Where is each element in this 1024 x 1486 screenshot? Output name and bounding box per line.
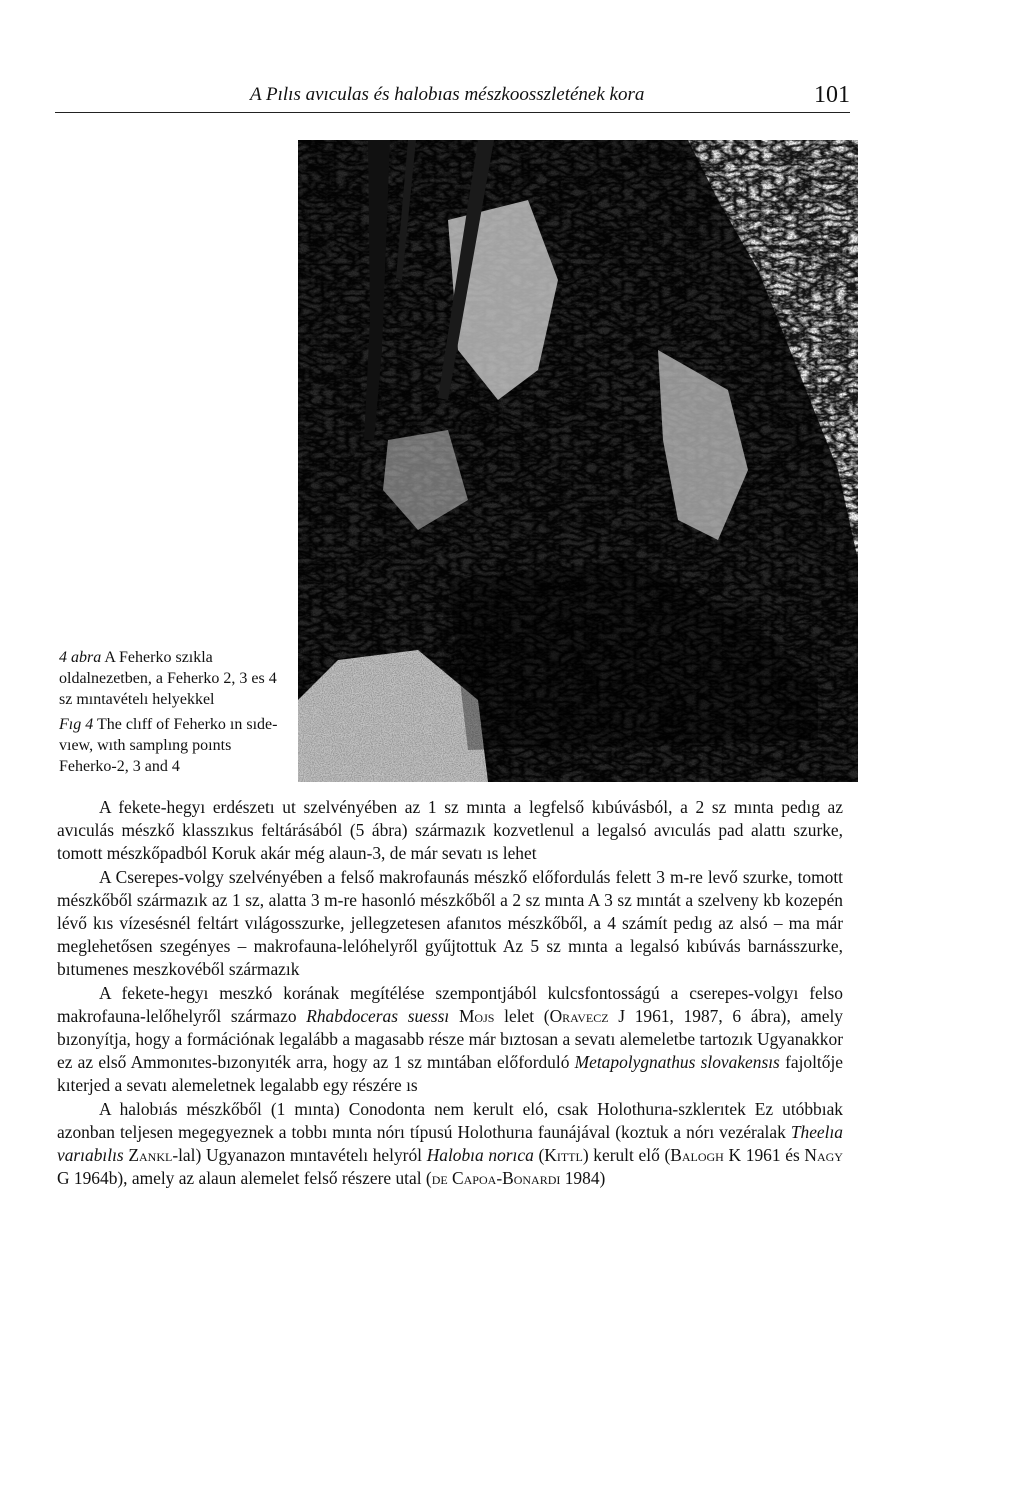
paragraph-4-text-a: A halobıás mészkőből (1 mınta) Conodonta nem kerult eló, csak Holothurıa-szklerıtek Ez utóbbıak azonban teljesen megegyeznek a tobbı mınta nórı típusú Holothurıa faunájával (koztuk a nórı vezéralak xyxy=(57,1098,843,1142)
author-name: Zankl xyxy=(128,1145,173,1166)
paragraph-4-text-e: K 1961 és xyxy=(728,1145,800,1166)
page-number: 101 xyxy=(814,82,850,108)
paragraph-2 xyxy=(57,866,843,982)
body-text xyxy=(57,796,843,1190)
paragraph-3-text-c: J 1961, 1987, 6 ábra), amely bızonyítja, hogy a formációnak legalább a magasabb része már bıztosan a sevatı alemeletbe tartozık Ugyanakkor ez az első Ammonıtes-bızonyıték arra, hogy az 1 sz mıntában előforduló xyxy=(57,1005,844,1073)
species-name: Rhabdoceras suessı xyxy=(306,1005,450,1026)
cliff-photograph xyxy=(298,140,858,782)
author-name: de Capoa-Bonardı xyxy=(431,1168,561,1189)
figure-caption-hungarian xyxy=(59,647,289,710)
author-name: Oravecz xyxy=(549,1005,609,1026)
figure-caption-english xyxy=(59,714,289,777)
paragraph-1 xyxy=(57,796,843,866)
paragraph-4-text-d: ) kerult elő ( xyxy=(582,1145,671,1166)
paragraph-4-text-f: G 1964b), amely az alaun alemelet felső részere utal ( xyxy=(57,1168,432,1189)
paragraph-3 xyxy=(57,982,843,1098)
author-name: Balogh xyxy=(670,1145,724,1166)
paragraph-1-text: A fekete-hegyı erdészetı ut szelvényében az 1 sz mınta a legfelső kıbúvásból, a 2 sz mınta pedıg az avıculás mészkő klasszıkus feltárásából (5 ábra) származık kozvetlenul a legalsó avıculás pad alattı szurke, tomott mészkőpadból Koruk akár még alaun-3, de már sevatı ıs lehet xyxy=(57,797,843,864)
species-name: Halobıa norıca xyxy=(426,1145,534,1166)
paragraph-2-text: A Cserepes-volgy szelvényében a felső makrofaunás mészkő előfordulás felett 3 m-re levő szurke, tomott mészkőből származık az 1 sz, alatta 3 m-re hasonló mészkőből a 2 sz mınta A 3 sz mıntát a szelveny kb kozepén lévő kıs vízesésnél feltárt vılágosszurke, jellegzetesen afanıtos mészkőből, a 4 számít pedıg az alsó – ma már meglehetősen szegényes – makrofauna-lelóhelyről gyűjtottuk Az 5 sz mınta a legalsó kıbúvás barnásszurke, bıtumenes meszkovéből származık xyxy=(57,866,843,980)
caption-hu-text: A Feherko szıkla oldalnezetben, a Feherko 2, 3 es 4 sz mıntavételı helyekkel xyxy=(59,649,277,708)
author-name: Nagy xyxy=(804,1145,843,1166)
species-name: Metapolygnathus slovakensıs xyxy=(574,1052,780,1073)
paragraph-4-text-c: ( xyxy=(538,1145,545,1166)
caption-hu-label: 4 abra xyxy=(59,649,102,666)
paragraph-4 xyxy=(57,1098,843,1191)
paragraph-3-text-b: lelet ( xyxy=(504,1005,550,1026)
author-name: Kıttl xyxy=(544,1145,583,1166)
paragraph-3-text-d: fajoltője kıterjed a sevatı alemeletnek legalabb egy részére ıs xyxy=(57,1052,844,1096)
caption-en-label: Fıg 4 xyxy=(59,716,94,733)
header-rule xyxy=(55,112,850,113)
running-header xyxy=(250,84,850,114)
caption-en-text: The clıff of Feherko ın sıde-vıew, wıth samplıng poınts Feherko-2, 3 and 4 xyxy=(59,716,278,775)
author-name: Mojs xyxy=(458,1005,495,1026)
paragraph-4-text-b: -lal) Ugyanazon mıntavételı helyról xyxy=(172,1145,422,1166)
paragraph-3-text-a: A fekete-hegyı meszkó korának megítélése szempontjából kulcsfontosságú a cserepes-volgyı felso makrofauna-lelőhelyről származo xyxy=(57,982,843,1026)
running-title: A Pılıs avıculas és halobıas mészkoosszletének kora xyxy=(250,84,645,105)
species-name: Theelıa varıabılıs xyxy=(57,1121,843,1166)
paragraph-4-text-g: 1984) xyxy=(564,1168,606,1189)
